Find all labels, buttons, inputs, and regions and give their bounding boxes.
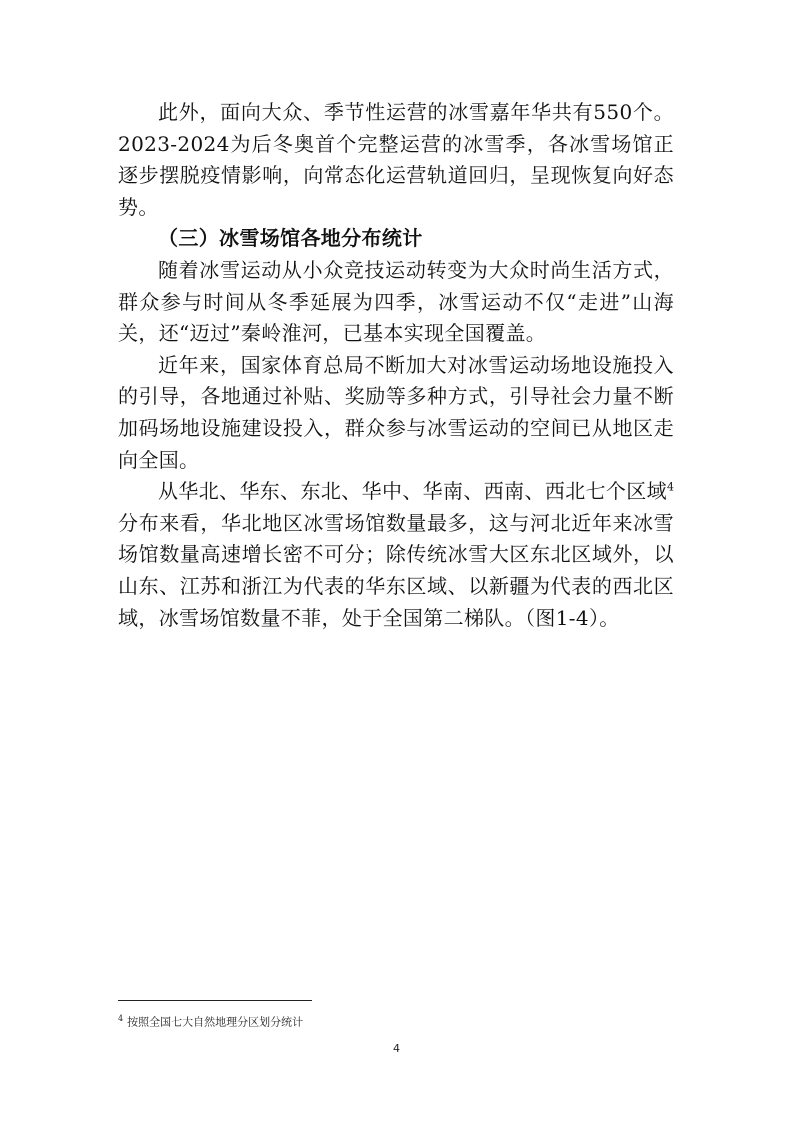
regional-text-end: 分布来看，华北地区冰雪场馆数量最多，这与河北近年来冰雪场馆数量高速增长密不可分；除传统冰雪大区东北区域外，以山东、江苏和浙江为代表的华东区域、以新疆为代表的西北区域，冰雪场馆数量不菲，处于全国第二梯队。（图1-4）。 — [118, 510, 674, 630]
section-heading: （三）冰雪场馆各地分布统计 — [158, 226, 423, 251]
paragraph-coverage: 随着冰雪运动从小众竞技运动转变为大众时尚生活方式，群众参与时间从冬季延展为四季，冰雪运动不仅“走进”山海关，还“迈过”秦岭淮河，已基本实现全国覆盖。 — [118, 257, 674, 346]
body-text — [118, 97, 674, 634]
footnote-text: 按照全国七大自然地理分区划分统计 — [127, 1015, 304, 1029]
paragraph-carnival: 此外，面向大众、季节性运营的冰雪嘉年华共有550个。2023-2024为后冬奥首个完整运营的冰雪季，各冰雪场馆正逐步摆脱疫情影响，向常态化运营轨道回归，呈现恢复向好态势。 — [118, 100, 674, 219]
footnote-divider — [118, 1000, 312, 1001]
page-number: 4 — [393, 1042, 400, 1055]
footnote-reference[interactable]: 4 — [667, 480, 674, 494]
footnote — [118, 1012, 303, 1030]
paragraph-guidance: 近年来，国家体育总局不断加大对冰雪运动场地设施投入的引导，各地通过补贴、奖励等多种方式，引导社会力量不断加码场地设施建设投入，群众参与冰雪运动的空间已从地区走向全国。 — [118, 352, 674, 472]
paragraph-regional-distribution — [118, 476, 674, 634]
regional-text-start: 从华北、华东、东北、华中、华南、西南、西北七个区域 — [158, 479, 667, 504]
footnote-marker: 4 — [118, 1014, 124, 1023]
